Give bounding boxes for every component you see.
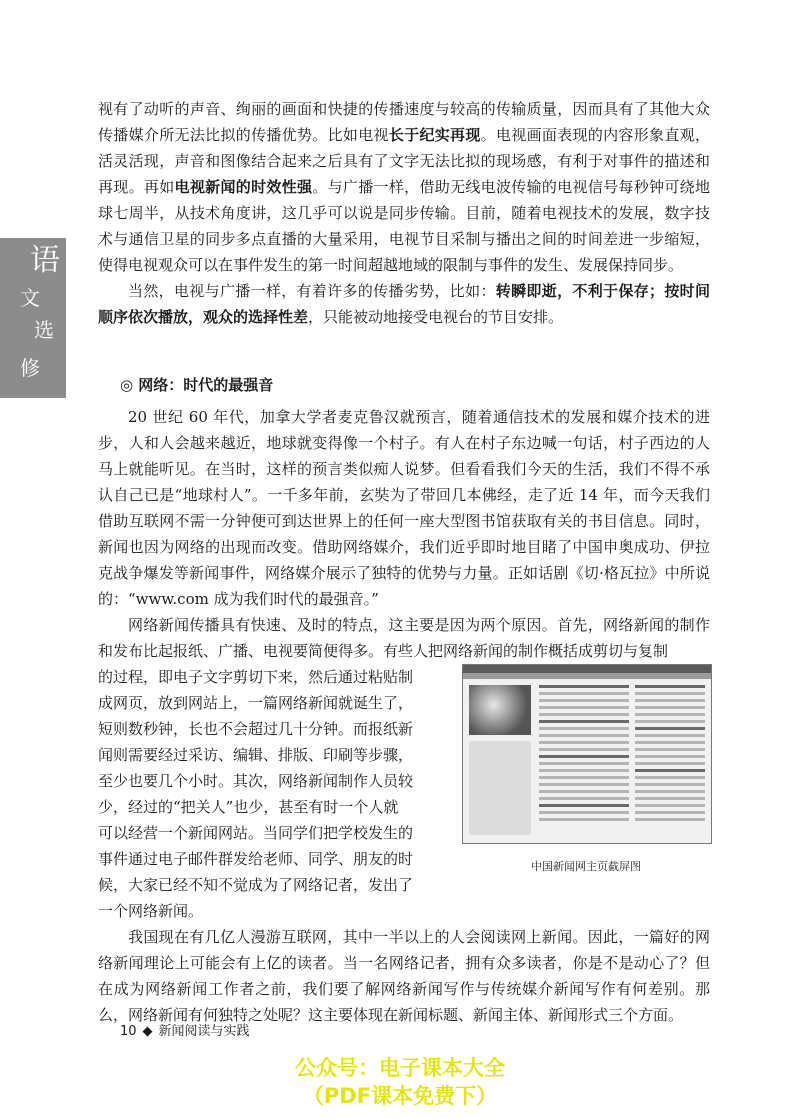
text-run: 。与广播一样，借助无线电波传输的电视信号每秒钟可绕地球七周半，从技术角度讲，这几乎可以说是同步传输。目前，随着电视技术的发展，数字技术与通信卫星的同步多点直播的大量采用，电视节目采制与播出之间的时间差进一步缩短，使得电视观众可以在事件发生的第一时间超越地域的限制与事件的发生、发展保持同步。	[98, 178, 710, 274]
watermark-line-2: （PDF课本免费下）	[302, 1084, 498, 1108]
internet-paragraph-1: 20 世纪 60 年代，加拿大学者麦克鲁汉就预言，随着通信技术的发展和媒介技术的进步，人和人会越来越近，地球就变得像一个村子。有人在村子东边喊一句话，村子西边的人马上就能听见。在当时，这样的预言类似痴人说梦。但看看我们今天的生活，我们不得不承认自己已是“地球村人”。一千多年前，玄奘为了带回几本佛经，走了近 14 年，而今天我们借助互联网不需一分钟便可到达世界上的任何一座大型图书馆获取有关的书目信息。同时，新闻也因为网络的出现而改变。借助网络媒介，我们近乎即时地目睹了中国申奥成功、伊拉克战争爆发等新闻事件，网络媒介展示了独特的优势与力量。正如话剧《切·格瓦拉》中所说的：“www.com 成为我们时代的最强音。”	[98, 408, 710, 608]
wrapped-text	[98, 664, 453, 924]
internet-section	[98, 404, 710, 664]
text-line: 成网页，放到网站上，一篇网络新闻就诞生了，	[98, 694, 414, 712]
site-nav-bar	[463, 673, 711, 679]
text-run: 当然，电视与广播一样，有着许多的传播劣势，比如：	[128, 282, 496, 300]
text-line: 可以经营一个新闻网站。当同学们把学校发生的	[98, 824, 414, 842]
tv-section	[98, 96, 710, 330]
side-tab-char: 文	[20, 286, 40, 310]
figure-caption: 中国新闻网主页截屏图	[531, 860, 641, 873]
news-column	[539, 685, 629, 835]
side-tab-char: 修	[20, 356, 40, 380]
text-line: 事件通过电子邮件群发给老师、同学、朋友的时	[98, 850, 414, 868]
text-run: 。电视画面表现的内容形象直观，活灵活现，声音和图像结合起来之后具有了文字无法比拟的现场感，有利于对事件的描述和再现。再如	[98, 126, 710, 196]
section-heading: ◎ 网络：时代的最强音	[120, 376, 274, 394]
bold-phrase: 转瞬即逝，不利于保存；按时间顺序依次播放，观众的选择性差	[98, 282, 710, 326]
bold-phrase: 长于纪实再现	[388, 126, 481, 144]
text-line: 闻则需要经过采访、编辑、排版、印刷等步骤，	[98, 746, 414, 764]
news-column	[635, 685, 705, 835]
text-run: ，只能被动地接受电视台的节目安排。	[308, 308, 564, 326]
side-tab	[0, 238, 66, 398]
page-number: 10	[120, 1024, 137, 1039]
text-line: 短则数秒钟，长也不会超过几十分钟。而报纸新	[98, 720, 414, 738]
side-tab-char: 语	[30, 243, 60, 278]
side-tab-char: 选	[34, 318, 54, 342]
text-line: 的过程，即电子文字剪切下来，然后通过粘贴制	[98, 668, 414, 686]
bold-phrase: 电视新闻的时效性强	[174, 178, 313, 196]
tv-paragraph-1	[98, 96, 710, 278]
text-line: 一个网络新闻。	[98, 902, 204, 920]
news-site-screenshot	[462, 664, 712, 844]
diamond-icon: ◆	[142, 1024, 153, 1039]
site-header-bar	[463, 665, 711, 673]
tv-paragraph-2	[98, 278, 710, 330]
text-run: 视有了动听的声音、绚丽的画面和快捷的传播速度与较高的传输质量，因而具有了其他大众传播媒介所无法比拟的传播优势。比如电视	[98, 100, 710, 144]
text-line: 候，大家已经不知不觉成为了网络记者，发出了	[98, 876, 414, 894]
book-title: 新闻阅读与实践	[158, 1024, 250, 1039]
page-footer	[120, 1020, 250, 1039]
side-column	[469, 741, 531, 835]
internet-paragraph-3: 我国现在有几亿人漫游互联网，其中一半以上的人会阅读网上新闻。因此，一篇好的网络新闻理论上可能会有上亿的读者。当一名网络记者，拥有众多读者，你是不是动心了？但在成为网络新闻工作者之前，我们要了解网络新闻写作与传统媒介新闻写作有何差别。那么，网络新闻有何独特之处呢？这主要体现在新闻标题、新闻主体、新闻形式三个方面。	[98, 928, 710, 1024]
watermark-line-1: 公众号：电子课本大全	[295, 1056, 505, 1080]
closing-section	[98, 924, 710, 1028]
text-line: 至少也要几个小时。其次，网络新闻制作人员较	[98, 772, 414, 790]
headline-photo	[469, 685, 531, 735]
text-line: 少，经过的“把关人”也少，甚至有时一个人就	[98, 798, 399, 816]
internet-paragraph-2: 网络新闻传播具有快速、及时的特点，这主要是因为两个原因。首先，网络新闻的制作和发布比起报纸、广播、电视要简便得多。有些人把网络新闻的制作概括成剪切与复制	[98, 616, 710, 660]
